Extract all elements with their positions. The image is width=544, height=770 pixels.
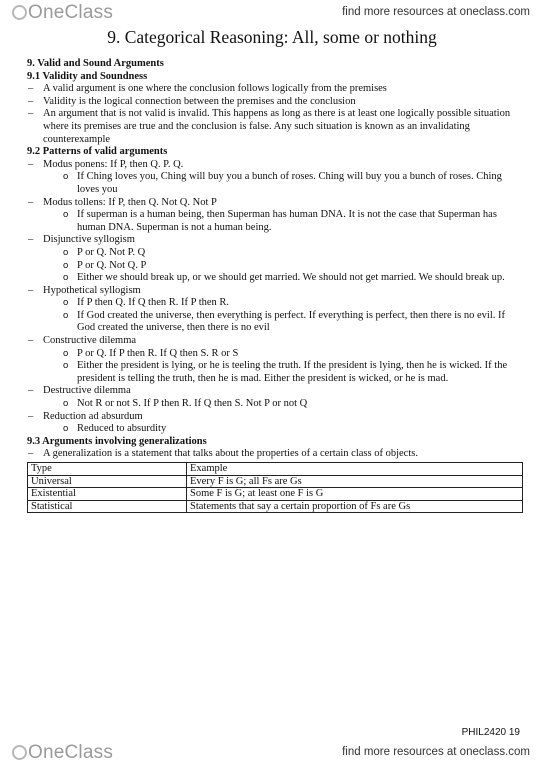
list-subitem: o If P then Q. If Q then R. If P then R. [27, 297, 523, 310]
page-title: 9. Categorical Reasoning: All, some or nothing [107, 27, 437, 47]
table-cell: Universal [28, 475, 187, 488]
list-subitem: o P or Q. Not P. Q [27, 247, 523, 260]
oneclass-logo[interactable] [12, 742, 113, 764]
logo-text: OneClass [28, 742, 114, 763]
destructive-dilemma-item: – Destructive dilemma [27, 385, 523, 398]
list-item: – An argument that is not valid is invalid. This happens as long as there is at least one logically possible situation where its premises are true and the conclusion is false. Any such situation is known as an invalidating counterexample [27, 108, 523, 146]
disjunctive-syllogism-item: – Disjunctive syllogism [27, 234, 523, 247]
constructive-dilemma-item: – Constructive dilemma [27, 335, 523, 348]
table-header-row [28, 463, 523, 476]
table-cell: Some F is G; at least one F is G [187, 488, 523, 501]
list-subitem: o Reduced to absurdity [27, 423, 523, 436]
logo-circle-icon [12, 5, 27, 20]
section-9-heading: 9. Valid and Sound Arguments [27, 58, 164, 69]
table-cell: Existential [28, 488, 187, 501]
list-item: – A generalization is a statement that talks about the properties of a certain class of objects. [27, 448, 523, 461]
page-header [0, 0, 544, 26]
table-header-cell: Example [187, 463, 523, 476]
hypothetical-syllogism-item: – Hypothetical syllogism [27, 285, 523, 298]
logo-text: OneClass [28, 2, 114, 23]
list-subitem: o Either we should break up, or we should get married. We should not get married. We should break up. [27, 272, 523, 285]
oneclass-logo[interactable] [12, 2, 113, 24]
list-subitem: o Not R or not S. If P then R. If Q then S. Not P or not Q [27, 398, 523, 411]
table-cell: Statistical [28, 500, 187, 513]
table-row [28, 488, 523, 501]
table-cell: Every F is G; all Fs are Gs [187, 475, 523, 488]
footer-resources-link[interactable]: find more resources at oneclass.com [342, 746, 530, 758]
section-92-heading: 9.2 Patterns of valid arguments [27, 146, 168, 158]
table-header-cell: Type [28, 463, 187, 476]
page-footer [0, 738, 544, 770]
list-subitem: o If Ching loves you, Ching will buy you a bunch of roses. Ching will buy you a bunch of roses. Ching loves you [27, 171, 523, 196]
list-item: – Validity is the logical connection between the premises and the conclusion [27, 96, 523, 109]
list-subitem: o P or Q. If P then R. If Q then S. R or S [27, 348, 523, 361]
list-item: – A valid argument is one where the conclusion follows logically from the premises [27, 83, 523, 96]
table-row [28, 500, 523, 513]
list-subitem: o P or Q. Not Q. P [27, 260, 523, 273]
table-cell: Statements that say a certain proportion of Fs are Gs [187, 500, 523, 513]
list-subitem: o Either the president is lying, or he is teeling the truth. If the president is lying, then he is wicked. If the president is telling the truth, then he is mad. Either the president is wicked, or he is mad. [27, 360, 523, 385]
modus-ponens-item: – Modus ponens: If P, then Q. P. Q. [27, 159, 523, 172]
generalization-table [27, 462, 523, 513]
header-resources-link[interactable]: find more resources at oneclass.com [342, 6, 530, 18]
section-91-heading: 9.1 Validity and Soundness [27, 70, 148, 82]
document-body [27, 58, 523, 513]
reductio-item: – Reduction ad absurdum [27, 411, 523, 424]
page-number: PHIL2420 19 [461, 727, 520, 738]
section-93-heading: 9.3 Arguments involving generalizations [27, 435, 207, 447]
table-row [28, 475, 523, 488]
modus-tollens-item: – Modus tollens: If P, then Q. Not Q. Not P [27, 197, 523, 210]
logo-circle-icon [12, 745, 27, 760]
list-subitem: o If God created the universe, then everything is perfect. If everything is perfect, then there is no evil. If God created the universe, then there is no evil [27, 310, 523, 335]
list-subitem: o If superman is a human being, then Superman has human DNA. It is not the case that Superman has human DNA. Superman is not a human being. [27, 209, 523, 234]
